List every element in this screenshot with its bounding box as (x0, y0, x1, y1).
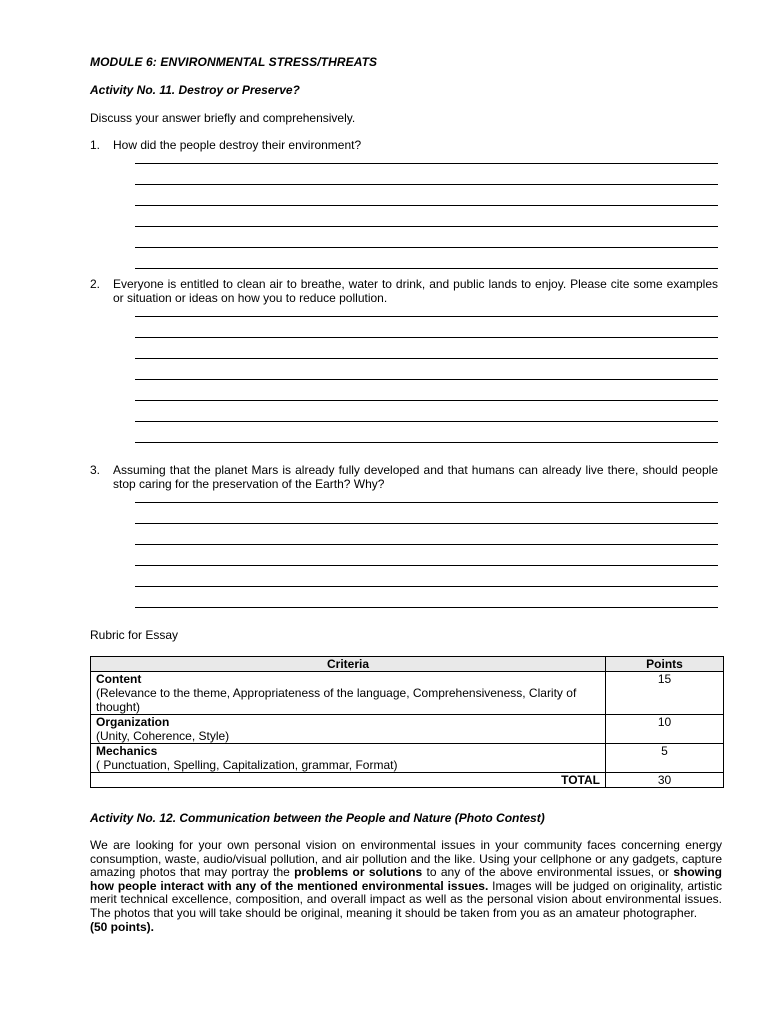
answer-line[interactable] (135, 379, 718, 380)
total-points: 30 (606, 773, 724, 788)
activity-12-title: Activity No. 12. Communication between the People and Nature (Photo Contest) (90, 811, 545, 825)
criteria-cell (91, 744, 606, 773)
criteria-cell (91, 672, 606, 715)
answer-line[interactable] (135, 607, 718, 608)
rubric-row (91, 744, 724, 773)
activity-12-description (90, 839, 722, 934)
question-1 (90, 138, 718, 152)
rubric-total-row (91, 773, 724, 788)
points-cell: 5 (606, 744, 724, 773)
rubric-header-row (91, 657, 724, 672)
answer-line[interactable] (135, 247, 718, 248)
question-text: Assuming that the planet Mars is already fully developed and that humans can already live there, should people stop caring for the preservation of the Earth? Why? (113, 463, 718, 491)
answer-line[interactable] (135, 163, 718, 164)
answer-line[interactable] (135, 523, 718, 524)
rubric-title: Rubric for Essay (90, 628, 179, 642)
question-number: 2. (90, 277, 101, 291)
answer-line[interactable] (135, 268, 718, 269)
emphasis-text: problems or solutions (294, 865, 423, 880)
answer-line[interactable] (135, 421, 718, 422)
answer-line[interactable] (135, 184, 718, 185)
answer-line[interactable] (135, 205, 718, 206)
answer-line[interactable] (135, 565, 718, 566)
answer-line[interactable] (135, 316, 718, 317)
points-header: Points (606, 657, 724, 672)
criteria-name: Mechanics (96, 744, 158, 758)
question-3 (90, 463, 718, 491)
points-cell: 15 (606, 672, 724, 715)
rubric-table (90, 656, 724, 788)
criteria-cell (91, 715, 606, 744)
description-text: Images will be judged on originality, artistic merit technical excellence, composition, and overall impact as well as the personal vision about environmental issues. The photos that you will take should be original, meaning it should be taken from you as an amateur photographer. (90, 878, 722, 920)
points-cell: 10 (606, 715, 724, 744)
answer-line[interactable] (135, 358, 718, 359)
question-text: Everyone is entitled to clean air to breathe, water to drink, and public lands to enjoy. Please cite some examples or situation or ideas on how you to reduce pollution. (113, 277, 718, 305)
question-number: 1. (90, 138, 101, 152)
question-2 (90, 277, 718, 305)
total-label: TOTAL (91, 773, 606, 788)
answer-line[interactable] (135, 586, 718, 587)
criteria-header: Criteria (91, 657, 606, 672)
criteria-description: ( Punctuation, Spelling, Capitalization, grammar, Format) (96, 758, 398, 772)
criteria-name: Organization (96, 715, 170, 729)
criteria-description: (Relevance to the theme, Appropriateness of the language, Comprehensiveness, Clarity of thought) (96, 686, 577, 714)
rubric-row (91, 715, 724, 744)
answer-line[interactable] (135, 502, 718, 503)
answer-line[interactable] (135, 400, 718, 401)
activity-11-instruction: Discuss your answer briefly and comprehensively. (90, 111, 356, 125)
question-text: How did the people destroy their environment? (113, 138, 362, 152)
question-number: 3. (90, 463, 101, 477)
rubric-row (91, 672, 724, 715)
answer-line[interactable] (135, 226, 718, 227)
activity-11-title: Activity No. 11. Destroy or Preserve? (90, 83, 300, 97)
answer-line[interactable] (135, 544, 718, 545)
criteria-description: (Unity, Coherence, Style) (96, 729, 230, 743)
description-text: We are looking for your own personal vision on environmental issues in your community faces concerning energy consumption, waste, audio/visual pollution, and air pollution and the like. Using your cellphone or any gadgets, capture amazing photos that may portray the (90, 838, 722, 880)
points-note: (50 points). (90, 919, 155, 934)
module-title: MODULE 6: ENVIRONMENTAL STRESS/THREATS (90, 55, 378, 69)
answer-line[interactable] (135, 442, 718, 443)
emphasis-text: showing how people interact with any of the mentioned environmental issues. (90, 865, 723, 893)
criteria-name: Content (96, 672, 142, 686)
answer-line[interactable] (135, 337, 718, 338)
description-text: to any of the above environmental issues, or (422, 865, 674, 880)
